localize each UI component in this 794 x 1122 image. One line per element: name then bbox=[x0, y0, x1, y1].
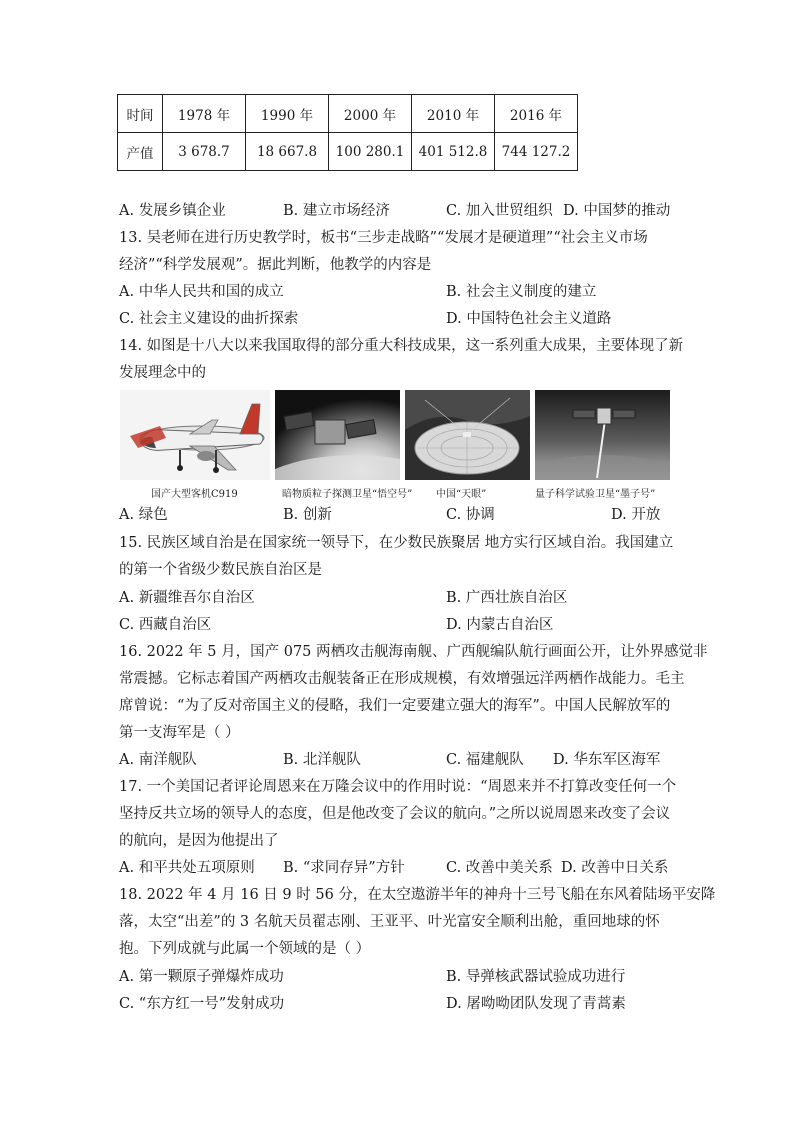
q18-options-row1 bbox=[119, 965, 679, 985]
q15-stem-line: 15. 民族区域自治是在国家统一领导下，在少数民族聚居 地方实行区域自治。我国建立 bbox=[119, 535, 674, 551]
q15-option-b[interactable]: B. 广西壮族自治区 bbox=[446, 590, 568, 606]
table-cell: 产值 bbox=[118, 133, 163, 171]
q12-option-b[interactable]: B. 建立市场经济 bbox=[283, 203, 390, 219]
q15-option-a[interactable]: A. 新疆维吾尔自治区 bbox=[119, 590, 255, 606]
q16-option-b[interactable]: B. 北洋舰队 bbox=[283, 752, 361, 768]
table-cell: 1978 年 bbox=[163, 95, 246, 133]
table-cell: 18 667.8 bbox=[246, 133, 329, 171]
q13-option-b[interactable]: B. 社会主义制度的建立 bbox=[446, 284, 597, 300]
q17-stem-line: 的航向，是因为他提出了 bbox=[119, 833, 279, 849]
q12-option-d[interactable]: D. 中国梦的推动 bbox=[563, 203, 671, 219]
q12-option-a[interactable]: A. 发展乡镇企业 bbox=[119, 203, 226, 219]
q16-option-a[interactable]: A. 南洋舰队 bbox=[119, 752, 197, 768]
q15-option-d[interactable]: D. 内蒙古自治区 bbox=[446, 617, 554, 633]
q15-stem-line: 的第一个省级少数民族自治区是 bbox=[119, 562, 322, 578]
q18-option-a[interactable]: A. 第一颗原子弹爆炸成功 bbox=[119, 969, 284, 985]
q16-stem-line: 席曾说：“为了反对帝国主义的侵略，我们一定要建立强大的海军”。中国人民解放军的 bbox=[119, 698, 671, 714]
q13-options-row1 bbox=[119, 280, 679, 300]
q13-options-row2 bbox=[119, 307, 679, 327]
q18-option-d[interactable]: D. 屠呦呦团队发现了青蒿素 bbox=[446, 996, 626, 1012]
image-caption-micius: 量子科学试验卫星“墨子号” bbox=[535, 489, 656, 500]
image-caption-wukong: 暗物质粒子探测卫星“悟空号” bbox=[282, 489, 413, 500]
q15-option-c[interactable]: C. 西藏自治区 bbox=[119, 617, 212, 633]
q14-stem-line: 发展理念中的 bbox=[119, 365, 206, 381]
table-header-row bbox=[118, 95, 578, 133]
q12-options bbox=[119, 199, 679, 219]
q16-stem-line: 16. 2022 年 5 月，国产 075 两栖攻击舰海南舰、广西舰编队航行画面公开，让外界感觉非 bbox=[119, 644, 708, 660]
q18-stem-line: 18. 2022 年 4 月 16 日 9 时 56 分，在太空遨游半年的神舟十三号飞船在东风着陆场平安降 bbox=[119, 887, 716, 903]
table-cell: 100 280.1 bbox=[329, 133, 412, 171]
q15-options-row1 bbox=[119, 586, 679, 606]
q17-stem-line: 17. 一个美国记者评论周恩来在万隆会议中的作用时说：“周恩来并不打算改变任何一个 bbox=[119, 779, 677, 795]
q12-option-c[interactable]: C. 加入世贸组织 bbox=[446, 203, 553, 219]
q17-options bbox=[119, 856, 679, 876]
table-cell: 1990 年 bbox=[246, 95, 329, 133]
q16-option-c[interactable]: C. 福建舰队 bbox=[446, 752, 524, 768]
table-cell: 时间 bbox=[118, 95, 163, 133]
table-cell: 401 512.8 bbox=[412, 133, 495, 171]
q13-option-c[interactable]: C. 社会主义建设的曲折探索 bbox=[119, 311, 299, 327]
q18-stem-line: 抱。下列成就与此属一个领域的是（ ） bbox=[119, 941, 371, 957]
output-value-table bbox=[117, 94, 578, 171]
q17-option-b[interactable]: B. “求同存异”方针 bbox=[283, 860, 405, 876]
q18-options-row2 bbox=[119, 992, 679, 1012]
q13-stem-line: 13. 吴老师在进行历史教学时，板书“三步走战略”“发展才是硬道理”“社会主义市场 bbox=[119, 230, 648, 246]
micius-satellite-image bbox=[535, 390, 670, 480]
q17-stem-line: 坚持反共立场的领导人的态度，但是他改变了会议的航向。”之所以说周恩来改变了会议 bbox=[119, 806, 671, 822]
q16-option-d[interactable]: D. 华东军区海军 bbox=[553, 752, 661, 768]
table-cell: 744 127.2 bbox=[495, 133, 578, 171]
fast-telescope-image bbox=[405, 390, 530, 480]
q16-options bbox=[119, 748, 679, 768]
q14-options bbox=[119, 503, 679, 523]
table-cell: 2016 年 bbox=[495, 95, 578, 133]
table-cell: 3 678.7 bbox=[163, 133, 246, 171]
q13-option-a[interactable]: A. 中华人民共和国的成立 bbox=[119, 284, 284, 300]
image-caption-fast: 中国“天眼” bbox=[436, 489, 487, 500]
q14-option-b[interactable]: B. 创新 bbox=[283, 507, 332, 523]
table-cell: 2000 年 bbox=[329, 95, 412, 133]
q16-stem-line: 第一支海军是（ ） bbox=[119, 725, 240, 741]
q17-option-c[interactable]: C. 改善中美关系 bbox=[446, 860, 553, 876]
wukong-satellite-image bbox=[275, 390, 400, 480]
q14-option-d[interactable]: D. 开放 bbox=[611, 507, 661, 523]
image-caption-c919: 国产大型客机C919 bbox=[151, 489, 238, 500]
q17-option-d[interactable]: D. 改善中日关系 bbox=[561, 860, 669, 876]
airplane-c919-image bbox=[120, 390, 270, 480]
q17-option-a[interactable]: A. 和平共处五项原则 bbox=[119, 860, 255, 876]
q13-option-d[interactable]: D. 中国特色社会主义道路 bbox=[446, 311, 612, 327]
q14-stem-line: 14. 如图是十八大以来我国取得的部分重大科技成果，这一系列重大成果，主要体现了新 bbox=[119, 338, 684, 354]
q18-stem-line: 落，太空“出差”的 3 名航天员翟志刚、王亚平、叶光富安全顺利出舱，重回地球的怀 bbox=[119, 914, 660, 930]
q18-option-c[interactable]: C. “东方红一号”发射成功 bbox=[119, 996, 285, 1012]
q16-stem-line: 常震撼。它标志着国产两栖攻击舰装备正在形成规模，有效增强远洋两栖作战能力。毛主 bbox=[119, 671, 685, 687]
q15-options-row2 bbox=[119, 613, 679, 633]
q14-option-c[interactable]: C. 协调 bbox=[446, 507, 495, 523]
q14-option-a[interactable]: A. 绿色 bbox=[119, 507, 168, 523]
table-cell: 2010 年 bbox=[412, 95, 495, 133]
q13-stem-line: 经济”“科学发展观”。据此判断，他教学的内容是 bbox=[119, 257, 432, 273]
table-row bbox=[118, 133, 578, 171]
q18-option-b[interactable]: B. 导弹核武器试验成功进行 bbox=[446, 969, 626, 985]
